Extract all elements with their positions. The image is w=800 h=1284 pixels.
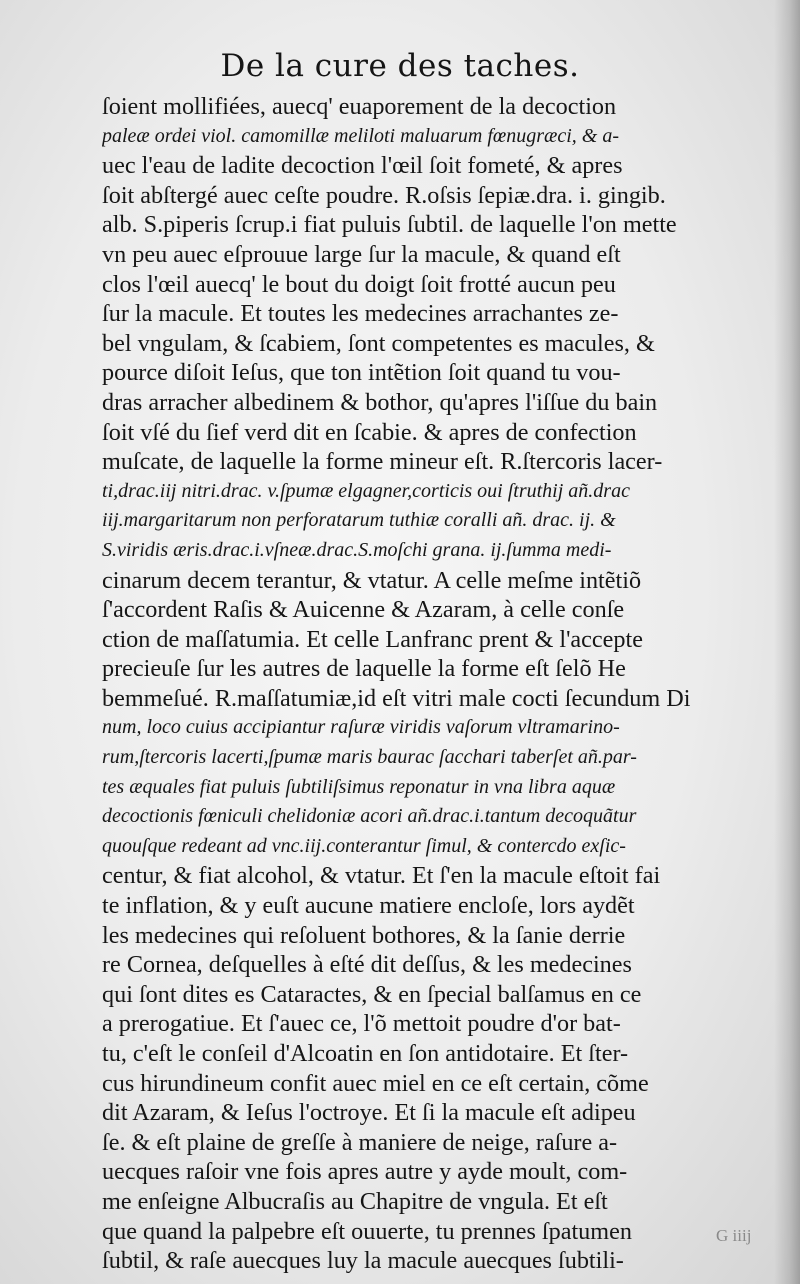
- text-line: ſe. & eſt plaine de greſſe à maniere de neige, raſure a-: [102, 1128, 618, 1156]
- text-line: a prerogatiue. Et ſ'auec ce, l'õ mettoit poudre d'or bat-: [102, 1010, 621, 1038]
- text-line: pource diſoit Ieſus, que ton intẽtion ſoit quand tu vou-: [102, 359, 621, 387]
- text-line: iij.margaritarum non perforatarum tuthiæ coralli añ. drac. ij. &: [102, 509, 616, 532]
- text-line: num, loco cuius accipiantur raſuræ viridis vaſorum vltramarino-: [102, 716, 620, 739]
- running-title: De la cure des taches.: [220, 48, 580, 84]
- text-line: ti,drac.iij nitri.drac. v.ſpumæ elgagner,corticis oui ſtruthij añ.drac: [102, 479, 630, 502]
- text-line: les medecines qui reſoluent bothores, & la ſanie derrie: [102, 921, 626, 949]
- text-line: ction de maſſatumia. Et celle Lanfranc prent & l'accepte: [102, 625, 643, 653]
- text-line: ſoit vſé du ſief verd dit en ſcabie. & apres de confection: [102, 418, 637, 446]
- text-line: bemmeſué. R.maſſatumiæ,id eſt vitri male cocti ſecundum Di: [102, 684, 691, 712]
- text-line: precieuſe ſur les autres de laquelle la forme eſt ſelõ He: [102, 655, 626, 683]
- text-line: qui ſont dites es Cataractes, & en ſpecial balſamus en ce: [102, 980, 642, 1008]
- text-line: ſoit abſtergé auec ceſte poudre. R.oſsis ſepiæ.dra. i. gingib.: [102, 181, 666, 209]
- text-line: uec l'eau de ladite decoction l'œil ſoit fometé, & apres: [102, 152, 623, 180]
- text-line: paleæ ordei viol. camomillæ meliloti maluarum fœnugræci, & a-: [102, 124, 620, 147]
- text-line: tes æquales fiat puluis ſubtiliſsimus reponatur in vna libra aquæ: [102, 775, 616, 798]
- text-line: S.viridis æris.drac.i.vſneæ.drac.S.moſchi grana. ij.ſumma medi-: [102, 538, 612, 561]
- text-line: rum,ſtercoris lacerti,ſpumæ maris baurac ſacchari taberſet añ.par-: [102, 746, 637, 769]
- signature-mark: G iiij: [716, 1226, 752, 1245]
- text-line: bel vngulam, & ſcabiem, ſont competentes es macules, &: [102, 329, 655, 357]
- text-line: alb. S.piperis ſcrup.i fiat puluis ſubtil. de laquelle l'on mette: [102, 211, 677, 239]
- text-line: ſubtil, & raſe auecques luy la macule auecques ſubtili-: [102, 1247, 624, 1275]
- body-text: [102, 92, 762, 1276]
- text-line: te inflation, & y euſt aucune matiere encloſe, lors aydẽt: [102, 892, 635, 920]
- text-line: dras arracher albedinem & bothor, qu'apres l'iſſue du bain: [102, 388, 658, 416]
- page-edge-shadow: [774, 0, 800, 1284]
- text-line: ſ'accordent Raſis & Auicenne & Azaram, à celle conſe: [102, 596, 625, 624]
- text-line: clos l'œil auecq' le bout du doigt ſoit frotté aucun peu: [102, 270, 616, 298]
- text-line: vn peu auec eſprouue large ſur la macule, & quand eſt: [102, 240, 621, 268]
- text-line: ſoient mollifiées, auecq' euaporement de la decoction: [102, 93, 617, 120]
- text-line: cinarum decem terantur, & vtatur. A celle meſme intẽtiõ: [102, 566, 642, 594]
- text-line: uecques raſoir vne fois apres autre y ayde moult, com-: [102, 1158, 628, 1186]
- text-line: decoctionis fœniculi chelidoniæ acori añ.drac.i.tantum decoquãtur: [102, 805, 637, 828]
- text-line: me enſeigne Albucraſis au Chapitre de vngula. Et eſt: [102, 1187, 608, 1215]
- text-line: cus hirundineum confit auec miel en ce eſt certain, cõme: [102, 1069, 649, 1097]
- text-line: tu, c'eſt le conſeil d'Alcoatin en ſon antidotaire. Et ſter-: [102, 1040, 629, 1067]
- text-line: que quand la palpebre eſt ouuerte, tu prennes ſpatumen: [102, 1217, 632, 1245]
- text-line: ſur la macule. Et toutes les medecines arrachantes ze-: [102, 300, 619, 328]
- text-line: quouſque redeant ad vnc.iij.conterantur ſimul, & contercdo exſic-: [102, 834, 626, 857]
- text-line: re Cornea, deſquelles à eſté dit deſſus, & les medecines: [102, 951, 632, 979]
- text-line: muſcate, de laquelle la forme mineur eſt. R.ſtercoris lacer-: [102, 448, 663, 476]
- text-line: centur, & fiat alcohol, & vtatur. Et ſ'en la macule eſtoit fai: [102, 862, 661, 890]
- text-line: dit Azaram, & Ieſus l'octroye. Et ſi la macule eſt adipeu: [102, 1099, 636, 1127]
